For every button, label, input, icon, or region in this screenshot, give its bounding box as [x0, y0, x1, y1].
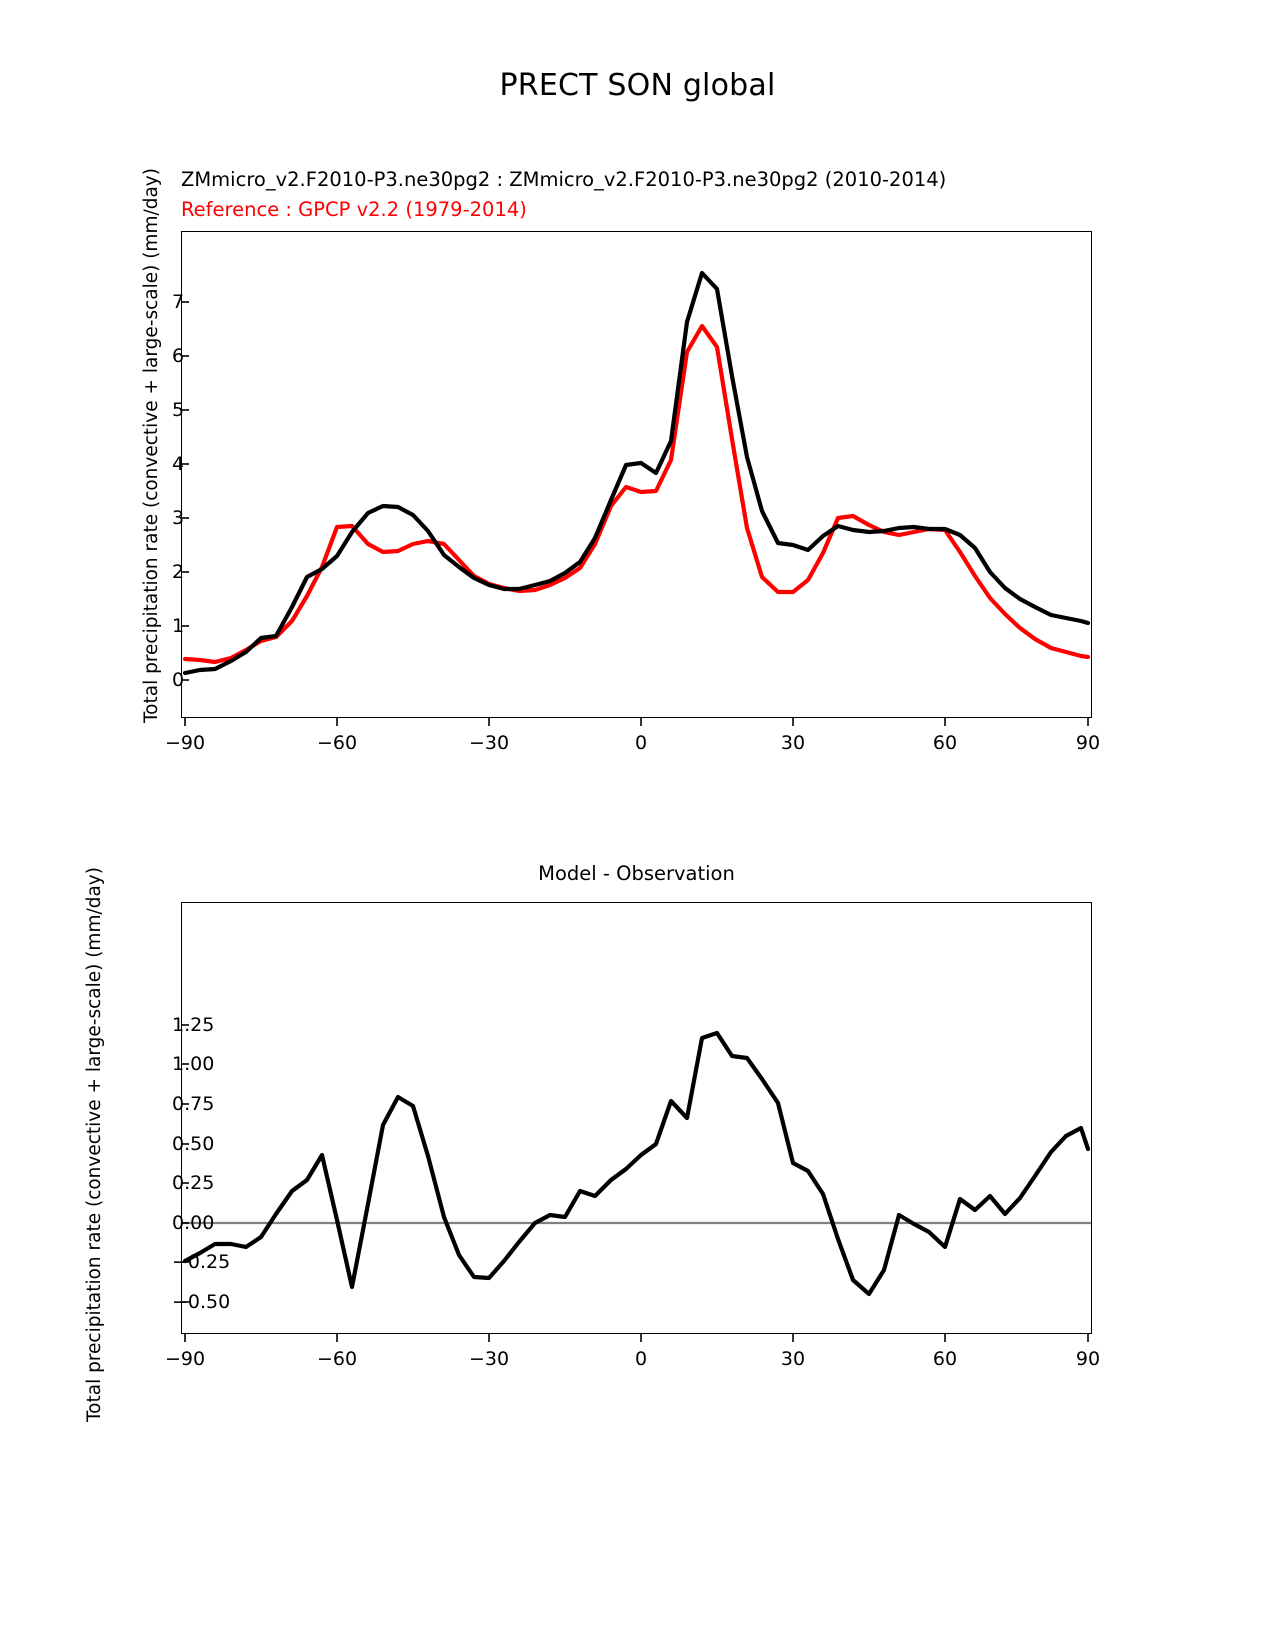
model-curve — [185, 273, 1088, 673]
difference-subtitle: Model - Observation — [538, 862, 735, 885]
top-xtick-2: −30 — [468, 732, 510, 754]
bottom-ytick-7: 1.25 — [172, 1014, 215, 1036]
bottom-ytick-5: 0.75 — [172, 1093, 215, 1115]
bottom-xtick-3: 0 — [634, 1348, 648, 1370]
top-ytick-4: 4 — [172, 453, 185, 475]
difference-curve — [185, 1033, 1088, 1294]
page-title: PRECT SON global — [499, 68, 776, 103]
bottom-xtick-1: −60 — [316, 1348, 358, 1370]
top-ytick-7: 7 — [172, 291, 185, 313]
top-ytick-5: 5 — [172, 399, 185, 421]
bottom-xtick-4: 30 — [780, 1348, 806, 1370]
top-xtick-5: 60 — [932, 732, 958, 754]
bottom-xtick-6: 90 — [1075, 1348, 1101, 1370]
top-xtick-6: 90 — [1075, 732, 1101, 754]
bottom-ytick-6: 1.00 — [172, 1053, 215, 1075]
top-ytick-2: 2 — [172, 561, 185, 583]
top-ytick-3: 3 — [172, 507, 185, 529]
top-ytick-1: 1 — [172, 615, 185, 637]
top-y-axis-label: Total precipitation rate (convective + large-scale) (mm/day) — [141, 168, 162, 723]
top-chart-curves — [0, 150, 1275, 780]
legend-model-label: ZMmicro_v2.F2010-P3.ne30pg2 : ZMmicro_v2.F2010-P3.ne30pg2 (2010-2014) — [181, 168, 947, 191]
bottom-xtick-5: 60 — [932, 1348, 958, 1370]
top-xtick-1: −60 — [316, 732, 358, 754]
top-ytick-0: 0 — [172, 669, 185, 691]
bottom-ytick-1: −0.25 — [172, 1251, 231, 1273]
bottom-xtick-0: −90 — [164, 1348, 206, 1370]
bottom-ytick-3: 0.25 — [172, 1172, 215, 1194]
bottom-ytick-2: 0.00 — [172, 1212, 215, 1234]
reference-curve — [185, 326, 1088, 662]
bottom-ytick-0: −0.50 — [172, 1291, 231, 1313]
bottom-xtick-2: −30 — [468, 1348, 510, 1370]
bottom-ytick-4: 0.50 — [172, 1133, 215, 1155]
bottom-y-axis-label: Total precipitation rate (convective + large-scale) (mm/day) — [84, 867, 105, 1422]
legend-reference-label: Reference : GPCP v2.2 (1979-2014) — [181, 198, 527, 221]
bottom-panel — [0, 830, 1275, 1450]
top-xtick-4: 30 — [780, 732, 806, 754]
top-panel — [0, 150, 1275, 780]
top-xtick-0: −90 — [164, 732, 206, 754]
top-ytick-6: 6 — [172, 345, 185, 367]
top-xtick-3: 0 — [634, 732, 648, 754]
